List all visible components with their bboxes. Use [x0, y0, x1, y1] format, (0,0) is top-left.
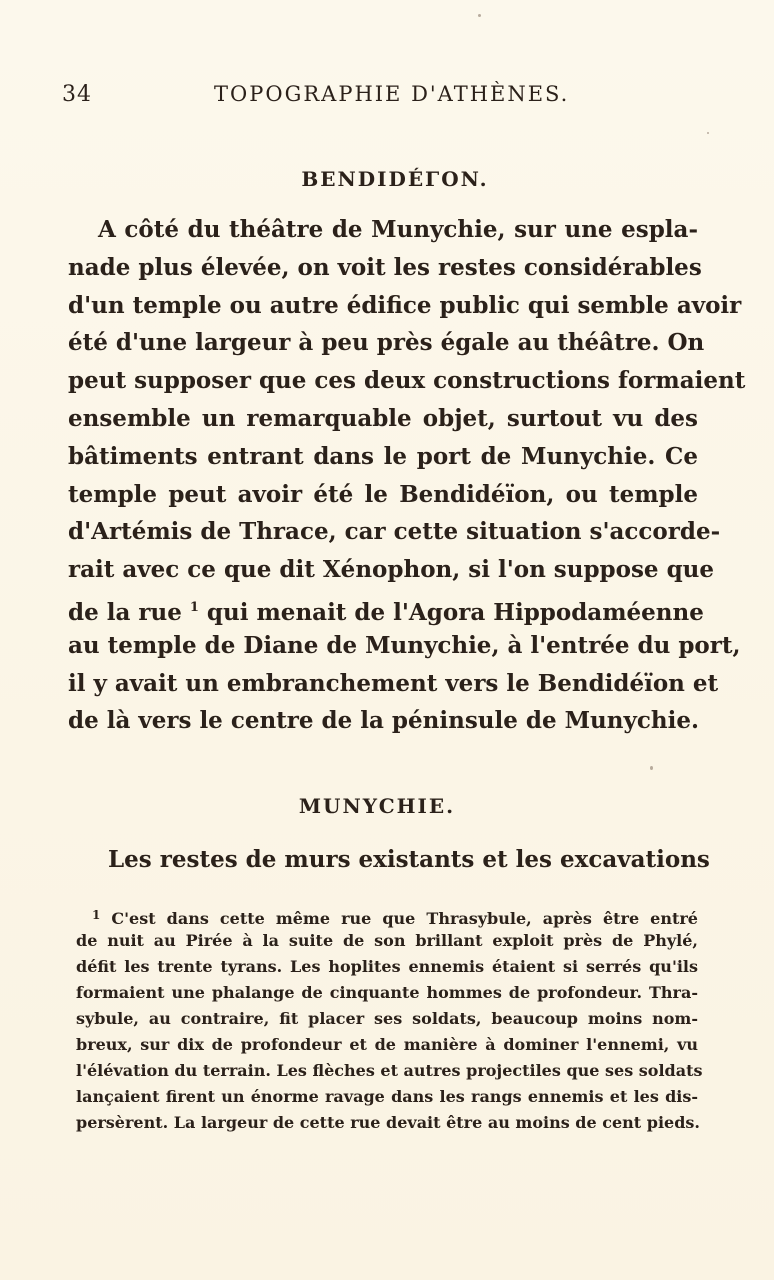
text-line: A côté du théâtre de Munychie, sur une espla- — [98, 216, 698, 243]
paper-speck — [478, 14, 481, 17]
text-line-with-footnote-ref — [68, 589, 704, 627]
text-line: de là vers le centre de la péninsule de Munychie. — [68, 707, 699, 735]
text-line: d'Artémis de Thrace, car cette situation s'accorde- — [68, 518, 721, 546]
section-heading-munychie: MUNYCHIE. — [298, 794, 456, 818]
text-line: été d'une largeur à peu près égale au théâtre. On — [68, 329, 705, 357]
footnote-line: persèrent. La largeur de cette rue devait être au moins de cent pieds. — [76, 1113, 700, 1132]
text-line: bâtiments entrant dans le port de Munychie. Ce — [68, 442, 698, 470]
footnote-marker: 1 — [92, 908, 101, 922]
running-head — [60, 82, 700, 112]
footnote-line: formaient une phalange de cinquante hommes de profondeur. Thra- — [76, 983, 698, 1002]
text-fragment: qui menait de l'Agora Hippodaméenne — [206, 598, 704, 626]
footnote — [76, 902, 703, 1136]
text-line: d'un temple ou autre édifice public qui semble avoir — [68, 291, 742, 319]
footnote-line: défit les trente tyrans. Les hoplites ennemis étaient si serrés qu'ils — [76, 957, 698, 976]
footnote-line: de nuit au Pirée à la suite de son brillant exploit près de Phylé, — [76, 931, 698, 950]
footnote-line: breux, sur dix de profondeur et de manière à dominer l'ennemi, vu — [76, 1035, 698, 1054]
paragraph-munychie — [68, 841, 710, 879]
section-heading-bendideion: BENDIDÉΓON. — [301, 167, 489, 191]
footnote-line: lançaient firent un énorme ravage dans les rangs ennemis et les dis- — [76, 1087, 698, 1106]
text-line: rait avec ce que dit Xénophon, si l'on suppose que — [68, 556, 715, 584]
footnote-line — [76, 902, 698, 928]
text-line: il y avait un embranchement vers le Bendidéïon et — [68, 669, 719, 697]
text-line: temple peut avoir été le Bendidéïon, ou temple — [68, 480, 698, 508]
footnote-reference[interactable]: 1 — [189, 599, 199, 615]
text-line: Les restes de murs existants et les excavations — [108, 846, 710, 873]
paper-speck — [707, 132, 709, 134]
text-line: ensemble un remarquable objet, surtout vu des — [68, 404, 698, 432]
paragraph-bendideion — [68, 211, 746, 740]
text-line: peut supposer que ces deux constructions formaient — [68, 367, 746, 395]
text-line: au temple de Diane de Munychie, à l'entrée du port, — [68, 631, 741, 659]
text-fragment: C'est dans cette même rue que Thrasybule, après être entré — [111, 909, 698, 928]
text-fragment: de la rue — [68, 598, 182, 626]
footnote-line: l'élévation du terrain. Les flèches et autres projectiles que ses soldats — [76, 1061, 703, 1080]
text-line: nade plus élevée, on voit les restes considérables — [68, 253, 702, 281]
page-number: 34 — [62, 82, 92, 107]
running-title: TOPOGRAPHIE D'ATHÈNES. — [214, 82, 570, 106]
footnote-line: sybule, au contraire, fit placer ses soldats, beaucoup moins nom- — [76, 1009, 698, 1028]
paper-speck — [650, 766, 653, 770]
